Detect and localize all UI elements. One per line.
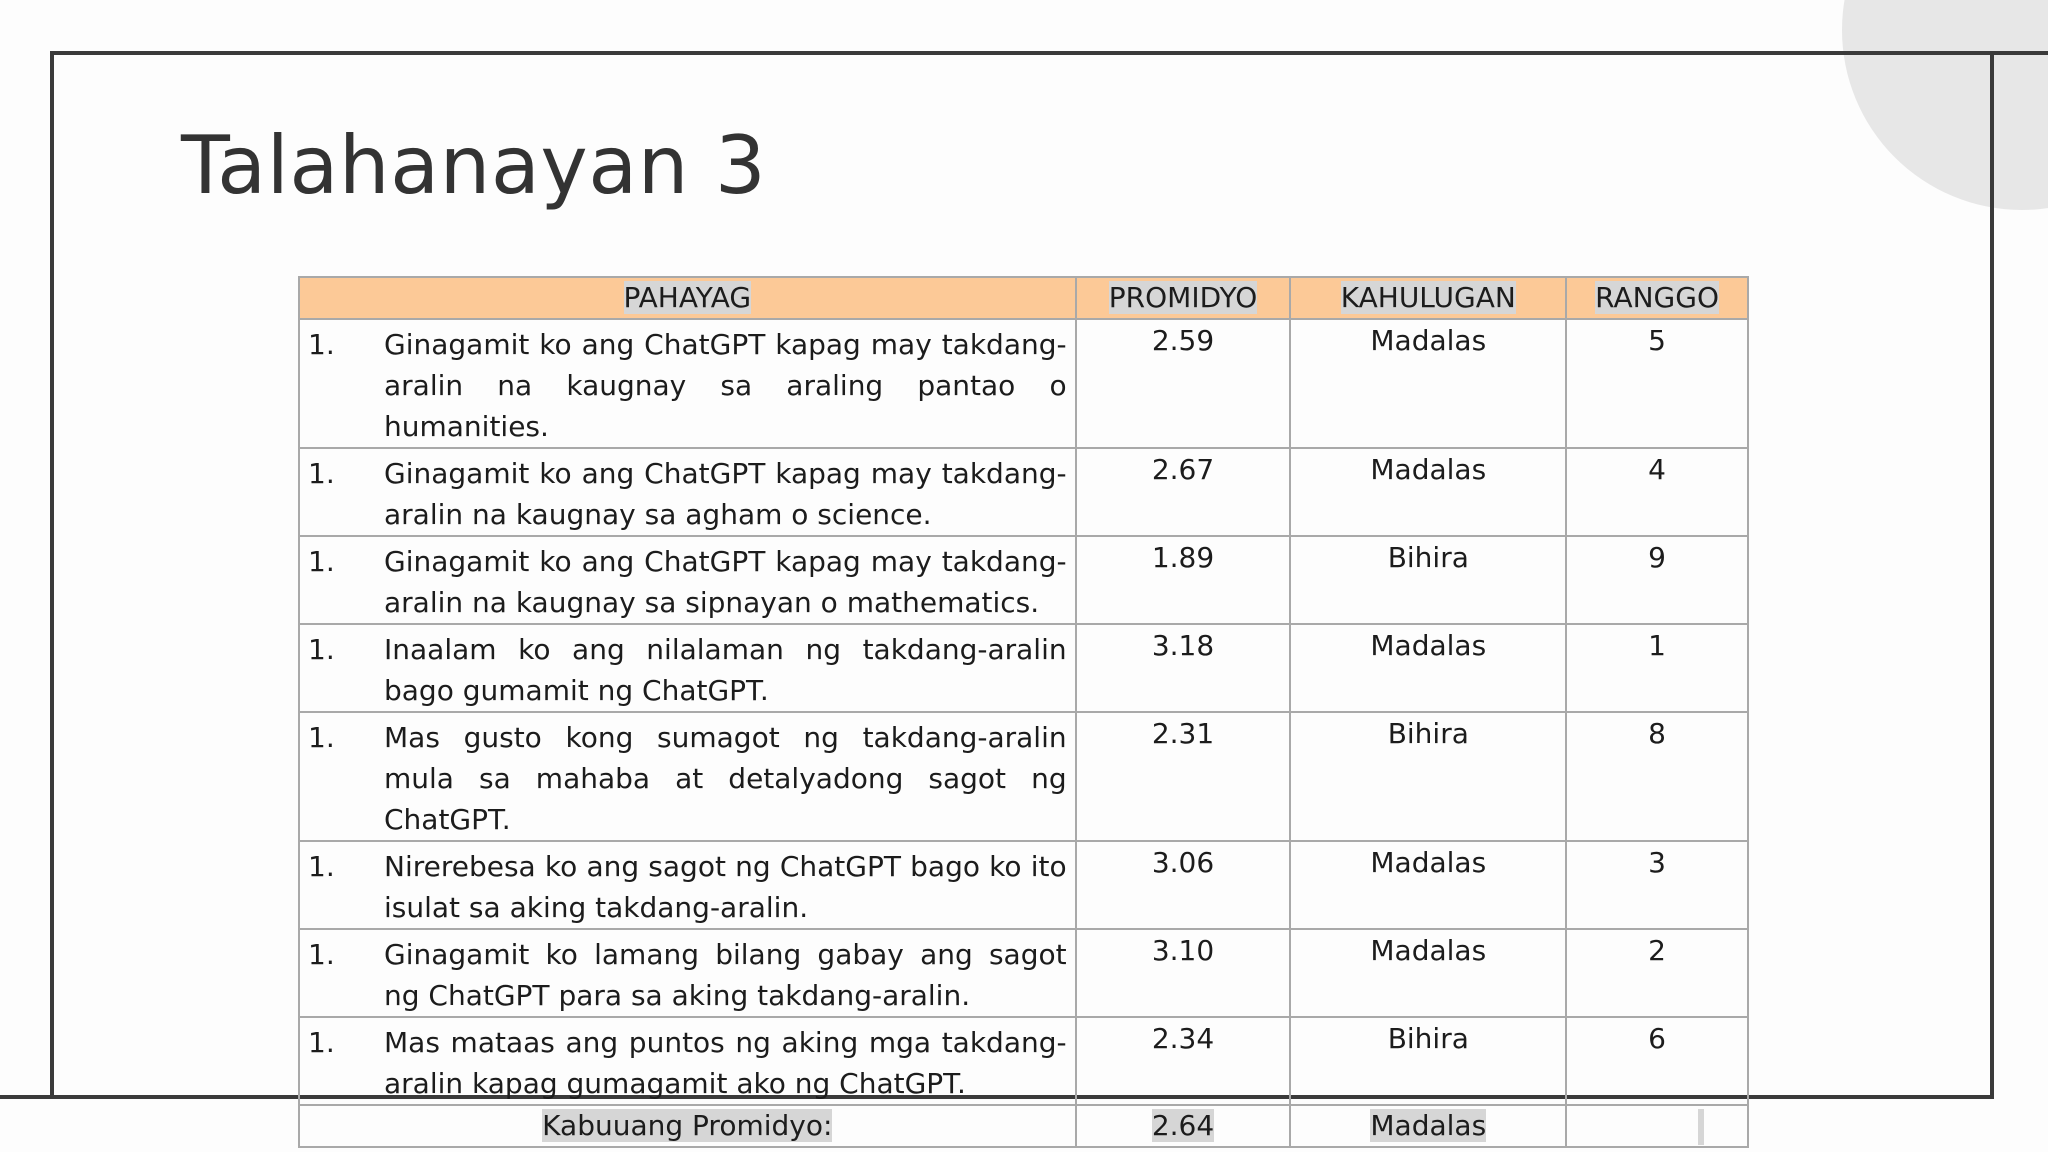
- table-row: [299, 929, 1748, 1017]
- mean-cell: 3.10: [1076, 929, 1291, 1017]
- rank-cell: 4: [1566, 448, 1748, 536]
- table-row: [299, 536, 1748, 624]
- statement-number: 1.: [308, 633, 335, 666]
- mean-cell: 3.06: [1076, 841, 1291, 929]
- statement-cell: [299, 536, 1076, 624]
- mean-cell: 1.89: [1076, 536, 1291, 624]
- table-row: [299, 1017, 1748, 1105]
- statement-number: 1.: [308, 938, 335, 971]
- mean-cell: 2.31: [1076, 712, 1291, 841]
- cursor-mark: [1698, 1109, 1704, 1145]
- header-statement: PAHAYAG: [299, 277, 1076, 319]
- table-row: [299, 624, 1748, 712]
- statement-number: 1.: [308, 850, 335, 883]
- rank-cell: 1: [1566, 624, 1748, 712]
- table-row: [299, 841, 1748, 929]
- rank-cell: 6: [1566, 1017, 1748, 1105]
- statement-number: 1.: [308, 545, 335, 578]
- meaning-cell: Bihira: [1290, 536, 1566, 624]
- statement-text: Ginagamit ko ang ChatGPT kapag may takdang-aralin na kaugnay sa agham o science.: [384, 457, 1067, 531]
- statement-number: 1.: [308, 457, 335, 490]
- slide-title: Talahanayan 3: [181, 119, 767, 212]
- rank-cell: 3: [1566, 841, 1748, 929]
- rank-cell: 5: [1566, 319, 1748, 448]
- header-meaning: KAHULUGAN: [1290, 277, 1566, 319]
- table-header-row: [299, 277, 1748, 319]
- statement-text: Mas gusto kong sumagot ng takdang-aralin mula sa mahaba at detalyadong sagot ng ChatGPT.: [384, 721, 1067, 836]
- table-row: [299, 448, 1748, 536]
- meaning-cell: Madalas: [1290, 929, 1566, 1017]
- statement-text: Nirerebesa ko ang sagot ng ChatGPT bago ko ito isulat sa aking takdang-aralin.: [384, 850, 1067, 924]
- meaning-cell: Madalas: [1290, 624, 1566, 712]
- statement-number: 1.: [308, 721, 335, 754]
- results-table: [298, 276, 1749, 1148]
- footer-label: Kabuuang Promidyo:: [299, 1105, 1076, 1147]
- table-footer-row: [299, 1105, 1748, 1147]
- frame-line-bottom: [0, 1095, 54, 1099]
- mean-cell: 2.59: [1076, 319, 1291, 448]
- statement-number: 1.: [308, 1026, 335, 1059]
- meaning-cell: Madalas: [1290, 448, 1566, 536]
- statement-text: Ginagamit ko ang ChatGPT kapag may takdang-aralin na kaugnay sa araling pantao o humanities.: [384, 328, 1067, 443]
- statement-cell: [299, 1017, 1076, 1105]
- statement-text: Ginagamit ko ang ChatGPT kapag may takdang-aralin na kaugnay sa sipnayan o mathematics.: [384, 545, 1067, 619]
- statement-cell: [299, 319, 1076, 448]
- statement-text: Inaalam ko ang nilalaman ng takdang-aralin bago gumamit ng ChatGPT.: [384, 633, 1067, 707]
- mean-cell: 2.67: [1076, 448, 1291, 536]
- statement-number: 1.: [308, 328, 335, 361]
- header-rank: RANGGO: [1566, 277, 1748, 319]
- header-mean: PROMIDYO: [1076, 277, 1291, 319]
- table-row: [299, 712, 1748, 841]
- mean-cell: 2.34: [1076, 1017, 1291, 1105]
- footer-meaning: Madalas: [1290, 1105, 1566, 1147]
- rank-cell: 8: [1566, 712, 1748, 841]
- statement-text: Mas mataas ang puntos ng aking mga takdang-aralin kapag gumagamit ako ng ChatGPT.: [384, 1026, 1067, 1100]
- statement-cell: [299, 929, 1076, 1017]
- statement-cell: [299, 448, 1076, 536]
- meaning-cell: Bihira: [1290, 712, 1566, 841]
- statement-cell: [299, 841, 1076, 929]
- statement-cell: [299, 712, 1076, 841]
- meaning-cell: Madalas: [1290, 841, 1566, 929]
- rank-cell: 2: [1566, 929, 1748, 1017]
- meaning-cell: Madalas: [1290, 319, 1566, 448]
- statement-text: Ginagamit ko lamang bilang gabay ang sagot ng ChatGPT para sa aking takdang-aralin.: [384, 938, 1067, 1012]
- mean-cell: 3.18: [1076, 624, 1291, 712]
- table-row: [299, 319, 1748, 448]
- frame-line-top: [1990, 51, 2048, 55]
- footer-mean: 2.64: [1076, 1105, 1291, 1147]
- footer-rank: [1566, 1105, 1748, 1147]
- rank-cell: 9: [1566, 536, 1748, 624]
- meaning-cell: Bihira: [1290, 1017, 1566, 1105]
- statement-cell: [299, 624, 1076, 712]
